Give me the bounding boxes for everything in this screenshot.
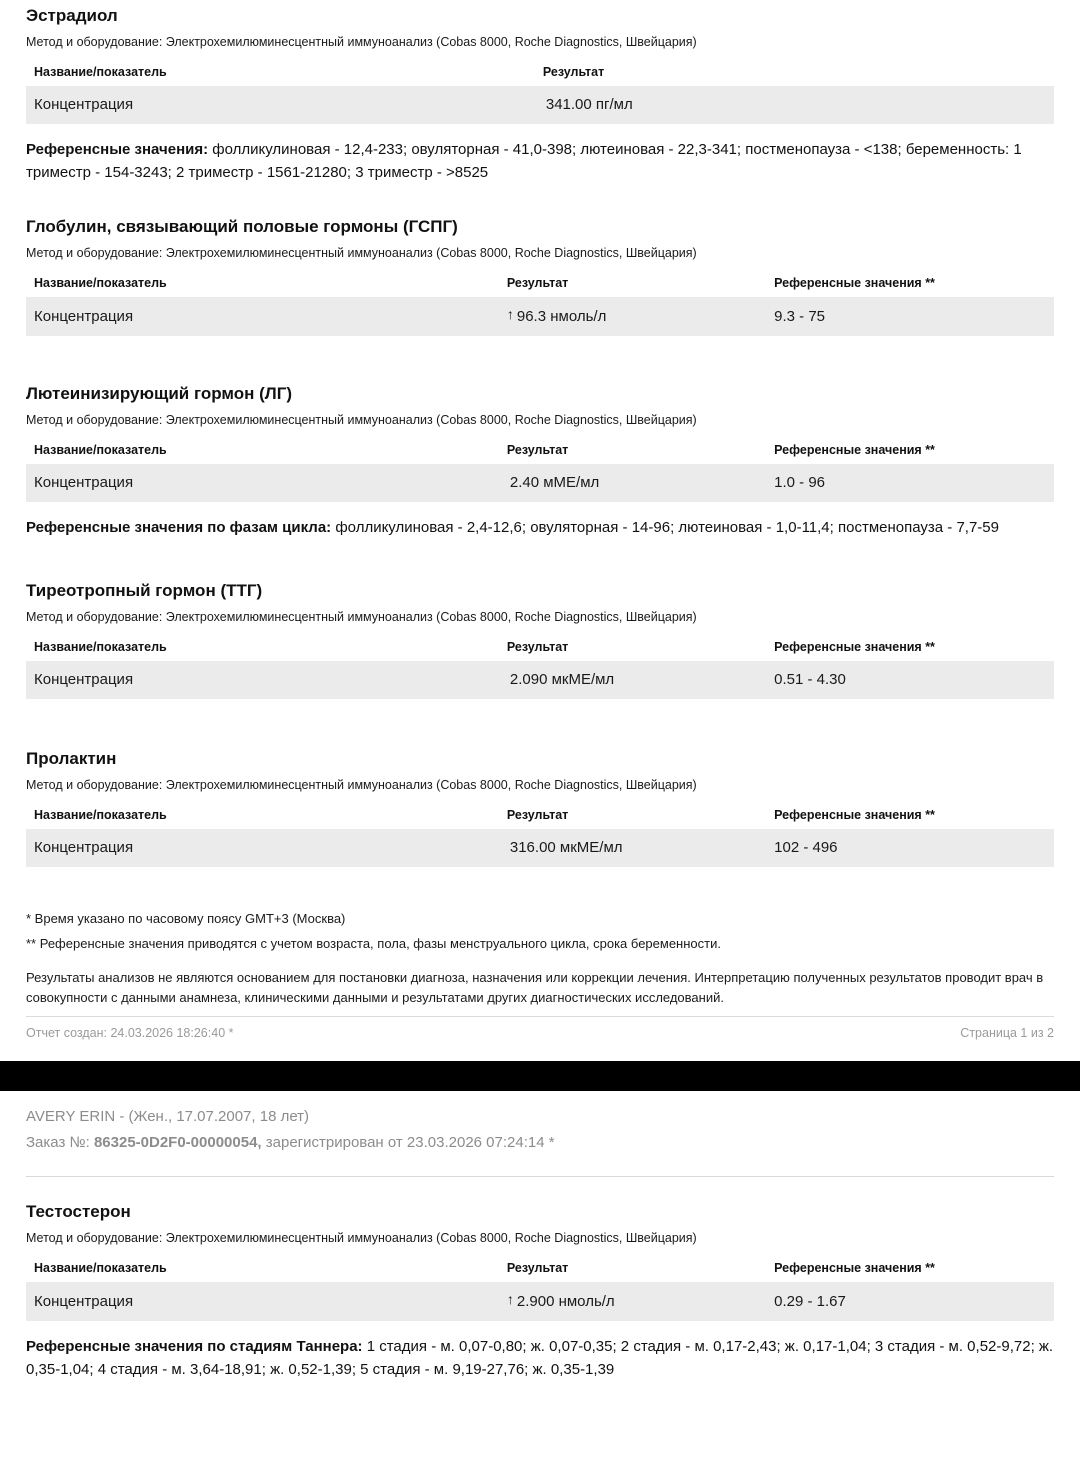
reference-note-text: 1 стадия - м. 0,07-0,80; ж. 0,07-0,35; 2 стадия - м. 0,17-2,43; ж. 0,17-1,04; 3 стадия - м. 0,52-9,72; ж. 0,35-1,04; 4 стадия - м. 3,64-18,91; ж. 0,52-1,39; 5 стадия - м. 9,19-27,76; ж. 0,35-1,39 (26, 1338, 1054, 1378)
reference-range: 0.29 - 1.67 (766, 1282, 1054, 1321)
page-break-bar (0, 1061, 1080, 1091)
col-header-result: Результат (506, 1261, 569, 1275)
reference-note-text: фолликулиновая - 12,4-233; овуляторная - 41,0-398; лютеиновая - 22,3-341; постменопауза - <138; беременность: 1 триместр - 154-3243; 2 триместр - 1561-21280; 3 триместр - >8525 (26, 141, 1022, 181)
section-title: Тиреотропный гормон (ТТГ) (26, 581, 263, 600)
col-header-name: Название/показатель (34, 65, 167, 79)
col-header-reference: Референсные значения ** (774, 808, 935, 822)
parameter-name: Концентрация (26, 297, 499, 336)
result-value (499, 464, 766, 502)
high-flag: ↑ (506, 306, 514, 322)
table-row (26, 464, 1054, 502)
reference-range: 9.3 - 75 (766, 297, 1054, 336)
col-header-result: Результат (506, 640, 569, 654)
parameter-name: Концентрация (26, 86, 535, 124)
section-title: Лютеинизирующий гормон (ЛГ) (26, 384, 292, 403)
col-header-reference: Референсные значения ** (774, 1261, 935, 1275)
col-header-result: Результат (506, 443, 569, 457)
page-number: Страница 1 из 2 (960, 1026, 1054, 1040)
col-header-result: Результат (542, 65, 605, 79)
table-row (26, 1282, 1054, 1321)
disclaimer-text: Результаты анализов не являются основанием для постановки диагноза, назначения или коррекции лечения. Интерпретацию полученных результатов проводит врач в совокупности с данными анамнеза, клиническими данными и результатами других диагностических исследований. (26, 970, 1044, 1005)
col-header-name: Название/показатель (34, 276, 167, 290)
reference-range: 0.51 - 4.30 (766, 661, 1054, 699)
method-line: Метод и оборудование: Электрохемилюминесцентный иммуноанализ (Cobas 8000, Roche Diagnostics, Швейцария) (26, 778, 697, 792)
section-shbg (26, 217, 1054, 336)
reference-note-label: Референсные значения по фазам цикла: (26, 519, 332, 536)
result-value (499, 1282, 766, 1321)
method-line: Метод и оборудование: Электрохемилюминесцентный иммуноанализ (Cobas 8000, Roche Diagnostics, Швейцария) (26, 610, 697, 624)
section-title: Тестостерон (26, 1202, 131, 1221)
col-header-result: Результат (506, 276, 569, 290)
col-header-name: Название/показатель (34, 1261, 167, 1275)
footnote-reference-values: ** Референсные значения приводятся с учетом возраста, пола, фазы менструального цикла, срока беременности. (26, 936, 721, 951)
high-flag: ↑ (506, 1291, 514, 1307)
col-header-name: Название/показатель (34, 443, 167, 457)
col-header-reference: Референсные значения ** (774, 276, 935, 290)
page-footer (26, 1017, 1054, 1041)
table-header-row (26, 62, 1054, 86)
reference-range: 1.0 - 96 (766, 464, 1054, 502)
parameter-name: Концентрация (26, 1282, 499, 1321)
footnote-timezone: * Время указано по часовому поясу GMT+3 (Москва) (26, 911, 346, 926)
reference-note-text: фолликулиновая - 2,4-12,6; овуляторная - 14-96; лютеиновая - 1,0-11,4; постменопауза - 7,7-59 (331, 519, 999, 536)
patient-divider (26, 1176, 1054, 1177)
method-line: Метод и оборудование: Электрохемилюминесцентный иммуноанализ (Cobas 8000, Roche Diagnostics, Швейцария) (26, 246, 697, 260)
results-table (26, 273, 1054, 336)
table-header-row (26, 637, 1054, 661)
order-label: Заказ №: (26, 1134, 94, 1151)
table-header-row (26, 273, 1054, 297)
reference-note-label: Референсные значения по стадиям Таннера: (26, 1338, 363, 1355)
section-testosterone (26, 1202, 1054, 1381)
section-lh (26, 384, 1054, 539)
section-title: Глобулин, связывающий половые гормоны (ГСПГ) (26, 217, 458, 236)
footnotes-block (26, 911, 1054, 1008)
table-row (26, 661, 1054, 699)
reference-note (26, 138, 1054, 184)
col-header-name: Название/показатель (34, 640, 167, 654)
parameter-name: Концентрация (26, 464, 499, 502)
col-header-reference: Референсные значения ** (774, 640, 935, 654)
results-table (26, 1258, 1054, 1321)
table-header-row (26, 440, 1054, 464)
order-info (26, 1133, 1054, 1152)
result-value (535, 86, 1054, 124)
section-title: Эстрадиол (26, 6, 118, 25)
result-text: 2.40 мМЕ/мл (509, 474, 600, 491)
table-row (26, 297, 1054, 336)
col-header-result: Результат (506, 808, 569, 822)
result-value (499, 297, 766, 336)
table-row (26, 86, 1054, 124)
report-created-timestamp: Отчет создан: 24.03.2026 18:26:40 * (26, 1026, 234, 1040)
patient-header (26, 1107, 1054, 1152)
result-text: 341.00 пг/мл (545, 96, 633, 113)
result-text: 96.3 нмоль/л (516, 308, 607, 325)
results-table (26, 805, 1054, 867)
method-line: Метод и оборудование: Электрохемилюминесцентный иммуноанализ (Cobas 8000, Roche Diagnostics, Швейцария) (26, 1231, 697, 1245)
order-registered: зарегистрирован от 23.03.2026 07:24:14 * (261, 1134, 555, 1151)
table-header-row (26, 1258, 1054, 1282)
results-table (26, 637, 1054, 699)
method-line: Метод и оборудование: Электрохемилюминесцентный иммуноанализ (Cobas 8000, Roche Diagnostics, Швейцария) (26, 413, 697, 427)
results-table (26, 440, 1054, 502)
result-value (499, 829, 766, 867)
result-text: 2.090 мкМЕ/мл (509, 671, 615, 688)
parameter-name: Концентрация (26, 661, 499, 699)
section-tsh (26, 581, 1054, 699)
section-estradiol (26, 6, 1054, 184)
method-line: Метод и оборудование: Электрохемилюминесцентный иммуноанализ (Cobas 8000, Roche Diagnostics, Швейцария) (26, 35, 697, 49)
result-text: 316.00 мкМЕ/мл (509, 839, 623, 856)
col-header-name: Название/показатель (34, 808, 167, 822)
reference-range: 102 - 496 (766, 829, 1054, 867)
section-title: Пролактин (26, 749, 117, 768)
results-table (26, 62, 1054, 124)
parameter-name: Концентрация (26, 829, 499, 867)
reference-note (26, 516, 1054, 539)
reference-note (26, 1335, 1054, 1381)
patient-info: AVERY ERIN - (Жен., 17.07.2007, 18 лет) (26, 1108, 310, 1125)
reference-note-label: Референсные значения: (26, 141, 209, 158)
result-text: 2.900 нмоль/л (516, 1293, 615, 1310)
table-header-row (26, 805, 1054, 829)
col-header-reference: Референсные значения ** (774, 443, 935, 457)
result-value (499, 661, 766, 699)
table-row (26, 829, 1054, 867)
section-prolactin (26, 749, 1054, 867)
order-number: 86325-0D2F0-00000054, (93, 1134, 262, 1151)
